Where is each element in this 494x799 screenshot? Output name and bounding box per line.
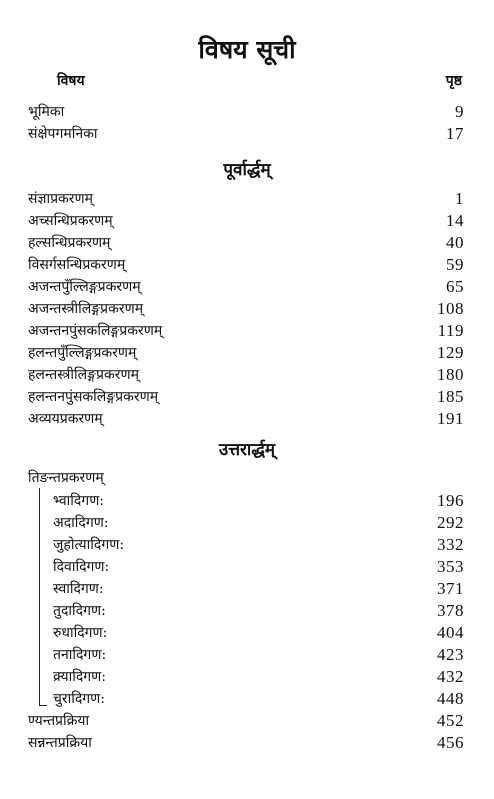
toc-entry-label: तनादिगण:: [53, 647, 107, 663]
toc-group-label: [28, 467, 464, 489]
toc-entry-label: तिङन्तप्रकरणम्: [28, 470, 104, 486]
toc-entry-label: हल्सन्धिप्रकरणम्: [28, 235, 111, 251]
toc-entry-label: अव्ययप्रकरणम्: [28, 411, 103, 427]
toc-entry-label: भूमिका: [28, 104, 65, 120]
toc-entry-page: 452: [437, 711, 464, 730]
section-heading-purvardham: पूर्वार्द्धम्: [223, 160, 271, 180]
toc-entry-label: संज्ञाप्रकरणम्: [28, 191, 94, 207]
toc-entry: [28, 408, 464, 430]
toc-entry-label: सन्नन्तप्रक्रिया: [28, 735, 92, 751]
toc-entry: [28, 101, 464, 123]
toc-entry-page: 353: [437, 557, 464, 576]
toc-entry-page: 9: [455, 102, 464, 121]
toc-entry-label: अजन्तनपुंसकलिङ्गप्रकरणम्: [28, 323, 163, 339]
toc-entry-page: 196: [437, 491, 464, 510]
toc-entry-page: 119: [437, 321, 464, 340]
toc-entry: [28, 710, 464, 732]
toc-entry-page: 40: [446, 233, 464, 252]
toc-entry: [28, 732, 464, 754]
toc-entry-label: स्वादिगण:: [53, 581, 104, 597]
toc-entry-page: 404: [437, 623, 464, 642]
toc-entry: [28, 298, 464, 320]
toc-entry-label: हलन्तपुँल्लिङ्गप्रकरणम्: [28, 345, 137, 361]
toc-entry: [28, 254, 464, 276]
toc-entry-page: 423: [437, 645, 464, 664]
toc-entry-label: अदादिगण:: [53, 515, 109, 531]
column-header-row: [57, 70, 462, 92]
toc-entry-page: 1: [455, 189, 464, 208]
toc-entry-page: 180: [437, 365, 464, 384]
toc-entry: [28, 320, 464, 342]
page-column-header: पृष्ठ: [445, 73, 462, 89]
toc-entry-label: क्र्यादिगण:: [53, 669, 107, 685]
toc-entry-page: 371: [437, 579, 464, 598]
toc-entry-page: 17: [446, 124, 464, 143]
toc-sub-entry: [53, 622, 464, 644]
toc-entry-label: हलन्तनपुंसकलिङ्गप्रकरणम्: [28, 389, 159, 405]
toc-entry-label: दिवादिगण:: [53, 559, 110, 575]
toc-sub-entry: [53, 556, 464, 578]
toc-entry-label: चुरादिगण:: [53, 691, 106, 707]
toc-sub-entry: [53, 666, 464, 688]
toc-entry-page: 185: [437, 387, 464, 406]
toc-sub-entry: [53, 490, 464, 512]
toc-entry-page: 59: [446, 255, 464, 274]
group-bracket: [39, 488, 40, 706]
topic-column-header: विषय: [57, 73, 85, 89]
toc-entry-label: भ्वादिगण:: [53, 493, 105, 509]
toc-entry-page: 432: [437, 667, 464, 686]
page-title: विषय सूची: [198, 35, 296, 64]
toc-entry: [28, 276, 464, 298]
toc-sub-entry: [53, 644, 464, 666]
toc-entry-page: 456: [437, 733, 464, 752]
toc-entry-label: विसर्गसन्धिप्रकरणम्: [28, 257, 126, 273]
toc-entry: [28, 123, 464, 145]
toc-entry-page: 14: [446, 211, 464, 230]
toc-entry-label: संक्षेपगमनिका: [28, 126, 98, 142]
toc-sub-entry: [53, 534, 464, 556]
toc-entry-label: अजन्तस्त्रीलिङ्गप्रकरणम्: [28, 301, 144, 317]
toc-entry-label: रुधादिगण:: [53, 625, 108, 641]
toc-entry-page: 332: [437, 535, 464, 554]
toc-sub-entry: [53, 512, 464, 534]
toc-entry: [28, 210, 464, 232]
toc-entry: [28, 364, 464, 386]
toc-entry-page: 292: [437, 513, 464, 532]
toc-entry: [28, 188, 464, 210]
toc-sub-entry: [53, 600, 464, 622]
toc-entry-label: जुहोत्यादिगण:: [53, 537, 125, 553]
toc-sub-entry: [53, 688, 464, 710]
toc-entry: [28, 342, 464, 364]
toc-entry-label: तुदादिगण:: [53, 603, 106, 619]
toc-entry-label: हलन्तस्त्रीलिङ्गप्रकरणम्: [28, 367, 139, 383]
toc-entry-page: 378: [437, 601, 464, 620]
toc-entry-label: अजन्तपुँल्लिङ्गप्रकरणम्: [28, 279, 141, 295]
toc-entry: [28, 386, 464, 408]
toc-entry-page: 129: [437, 343, 464, 362]
toc-entry-label: ण्यन्तप्रक्रिया: [28, 713, 90, 729]
toc-entry-page: 448: [437, 689, 464, 708]
toc-entry-label: अच्सन्धिप्रकरणम्: [28, 213, 113, 229]
toc-entry-page: 191: [437, 409, 464, 428]
toc-entry: [28, 232, 464, 254]
toc-entry-page: 108: [437, 299, 464, 318]
toc-sub-entry: [53, 578, 464, 600]
toc-entry-page: 65: [446, 277, 464, 296]
section-heading-uttarardham: उत्तरार्द्धम्: [218, 440, 276, 460]
